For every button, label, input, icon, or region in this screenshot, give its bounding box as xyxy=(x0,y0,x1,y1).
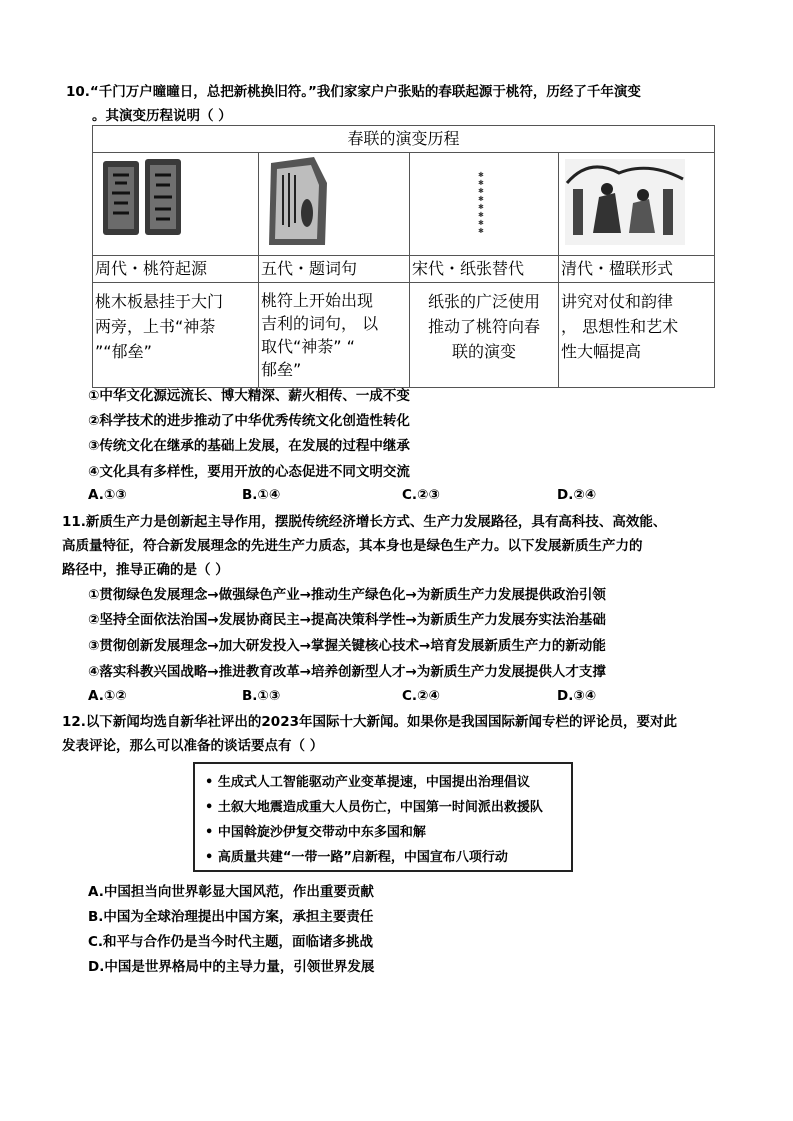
q12-option-a[interactable]: A.中国担当向世界彰显大国风范，作出重要贡献 xyxy=(88,884,374,900)
image-song-paper xyxy=(410,153,559,256)
news-item-4: • 高质量共建“一带一路”启新程，中国宣布八项行动 xyxy=(205,850,508,865)
q10-option-b[interactable]: B.①④ xyxy=(242,487,281,503)
q12-stem-line2: 发表评论，那么可以准备的谈话要点有（ ） xyxy=(62,738,324,754)
q10-statement-1: ①中华文化源远流长、博大精深、薪火相传、一成不变 xyxy=(88,388,410,404)
image-qing-couplet xyxy=(559,153,715,256)
q11-option-c[interactable]: C.②④ xyxy=(402,688,440,704)
q11-statement-4: ④落实科教兴国战略→推进教育改革→培养创新型人才→为新质生产力发展提供人才支撑 xyxy=(88,664,606,680)
desc-song: 纸张的广泛使用 推动了桃符向春 联的演变 xyxy=(410,283,559,388)
svg-text:✱: ✱ xyxy=(478,227,484,235)
news-item-1: • 生成式人工智能驱动产业变革提速，中国提出治理倡议 xyxy=(205,775,530,790)
svg-text:✱: ✱ xyxy=(478,195,484,203)
q10-statement-3: ③传统文化在继承的基础上发展，在发展的过程中继承 xyxy=(88,438,410,454)
q11-stem-line1: 11.新质生产力是创新起主导作用，摆脱传统经济增长方式、生产力发展路径，具有高科技、高效能、 xyxy=(62,514,667,530)
q12-option-b[interactable]: B.中国为全球治理提出中国方案，承担主要责任 xyxy=(88,909,374,925)
svg-text:✱: ✱ xyxy=(478,179,484,187)
desc-qing: 讲究对仗和韵律 ， 思想性和艺术 性大幅提高 xyxy=(559,283,715,388)
q11-stem-line2: 高质量特征，符合新发展理念的先进生产力质态，其本身也是绿色生产力。以下发展新质生产力的 xyxy=(62,538,643,554)
image-zhou-taofu xyxy=(93,153,259,256)
q10-stem-line2: 。其演变历程说明（ ） xyxy=(92,108,232,124)
q10-stem-line1: 10.“千门万户曈曈日，总把新桃换旧符。”我们家家户户张贴的春联起源于桃符，历经了千年演变 xyxy=(66,84,641,100)
label-qing: 清代・楹联形式 xyxy=(559,256,715,283)
svg-text:✱: ✱ xyxy=(478,219,484,227)
q10-option-c[interactable]: C.②③ xyxy=(402,487,440,503)
desc-wudai: 桃符上开始出现 吉利的词句， 以 取代“神荼” “ 郁垒” xyxy=(259,283,410,388)
label-song: 宋代・纸张替代 xyxy=(410,256,559,283)
news-item-2: • 土叙大地震造成重大人员伤亡，中国第一时间派出救援队 xyxy=(205,800,543,815)
desc-zhou: 桃木板悬挂于大门 两旁，上书“神荼 ”“郁垒” xyxy=(93,283,259,388)
q12-option-c[interactable]: C.和平与合作仍是当今时代主题，面临诸多挑战 xyxy=(88,934,374,950)
q11-statement-1: ①贯彻绿色发展理念→做强绿色产业→推动生产绿色化→为新质生产力发展提供政治引领 xyxy=(88,587,606,603)
q11-option-a[interactable]: A.①② xyxy=(88,688,127,704)
svg-text:✱: ✱ xyxy=(478,203,484,211)
table-title: 春联的演变历程 xyxy=(93,126,715,153)
q11-statement-2: ②坚持全面依法治国→发展协商民主→提高决策科学性→为新质生产力发展夯实法治基础 xyxy=(88,612,606,628)
news-item-3: • 中国斡旋沙伊复交带动中东多国和解 xyxy=(205,825,426,840)
q11-option-b[interactable]: B.①③ xyxy=(242,688,281,704)
q10-option-a[interactable]: A.①③ xyxy=(88,487,127,503)
q10-option-d[interactable]: D.②④ xyxy=(557,487,597,503)
svg-text:✱: ✱ xyxy=(478,211,484,219)
label-zhou: 周代・桃符起源 xyxy=(93,256,259,283)
q11-statement-3: ③贯彻创新发展理念→加大研发投入→掌握关键核心技术→培育发展新质生产力的新动能 xyxy=(88,638,606,654)
svg-text:✱: ✱ xyxy=(478,187,484,195)
q11-option-d[interactable]: D.③④ xyxy=(557,688,597,704)
q11-stem-line3: 路径中，推导正确的是（ ） xyxy=(62,562,229,578)
evolution-table xyxy=(92,125,715,388)
image-wudai-inscription xyxy=(259,153,410,256)
q12-option-d[interactable]: D.中国是世界格局中的主导力量，引领世界发展 xyxy=(88,959,375,975)
svg-text:✱: ✱ xyxy=(478,171,484,179)
q10-statement-2: ②科学技术的进步推动了中华优秀传统文化创造性转化 xyxy=(88,413,410,429)
q12-stem-line1: 12.以下新闻均选自新华社评出的2023年国际十大新闻。如果你是我国国际新闻专栏的评论员，要对此 xyxy=(62,714,677,730)
label-wudai: 五代・题词句 xyxy=(259,256,410,283)
q10-statement-4: ④文化具有多样性，要用开放的心态促进不同文明交流 xyxy=(88,464,410,480)
news-box xyxy=(193,762,573,872)
